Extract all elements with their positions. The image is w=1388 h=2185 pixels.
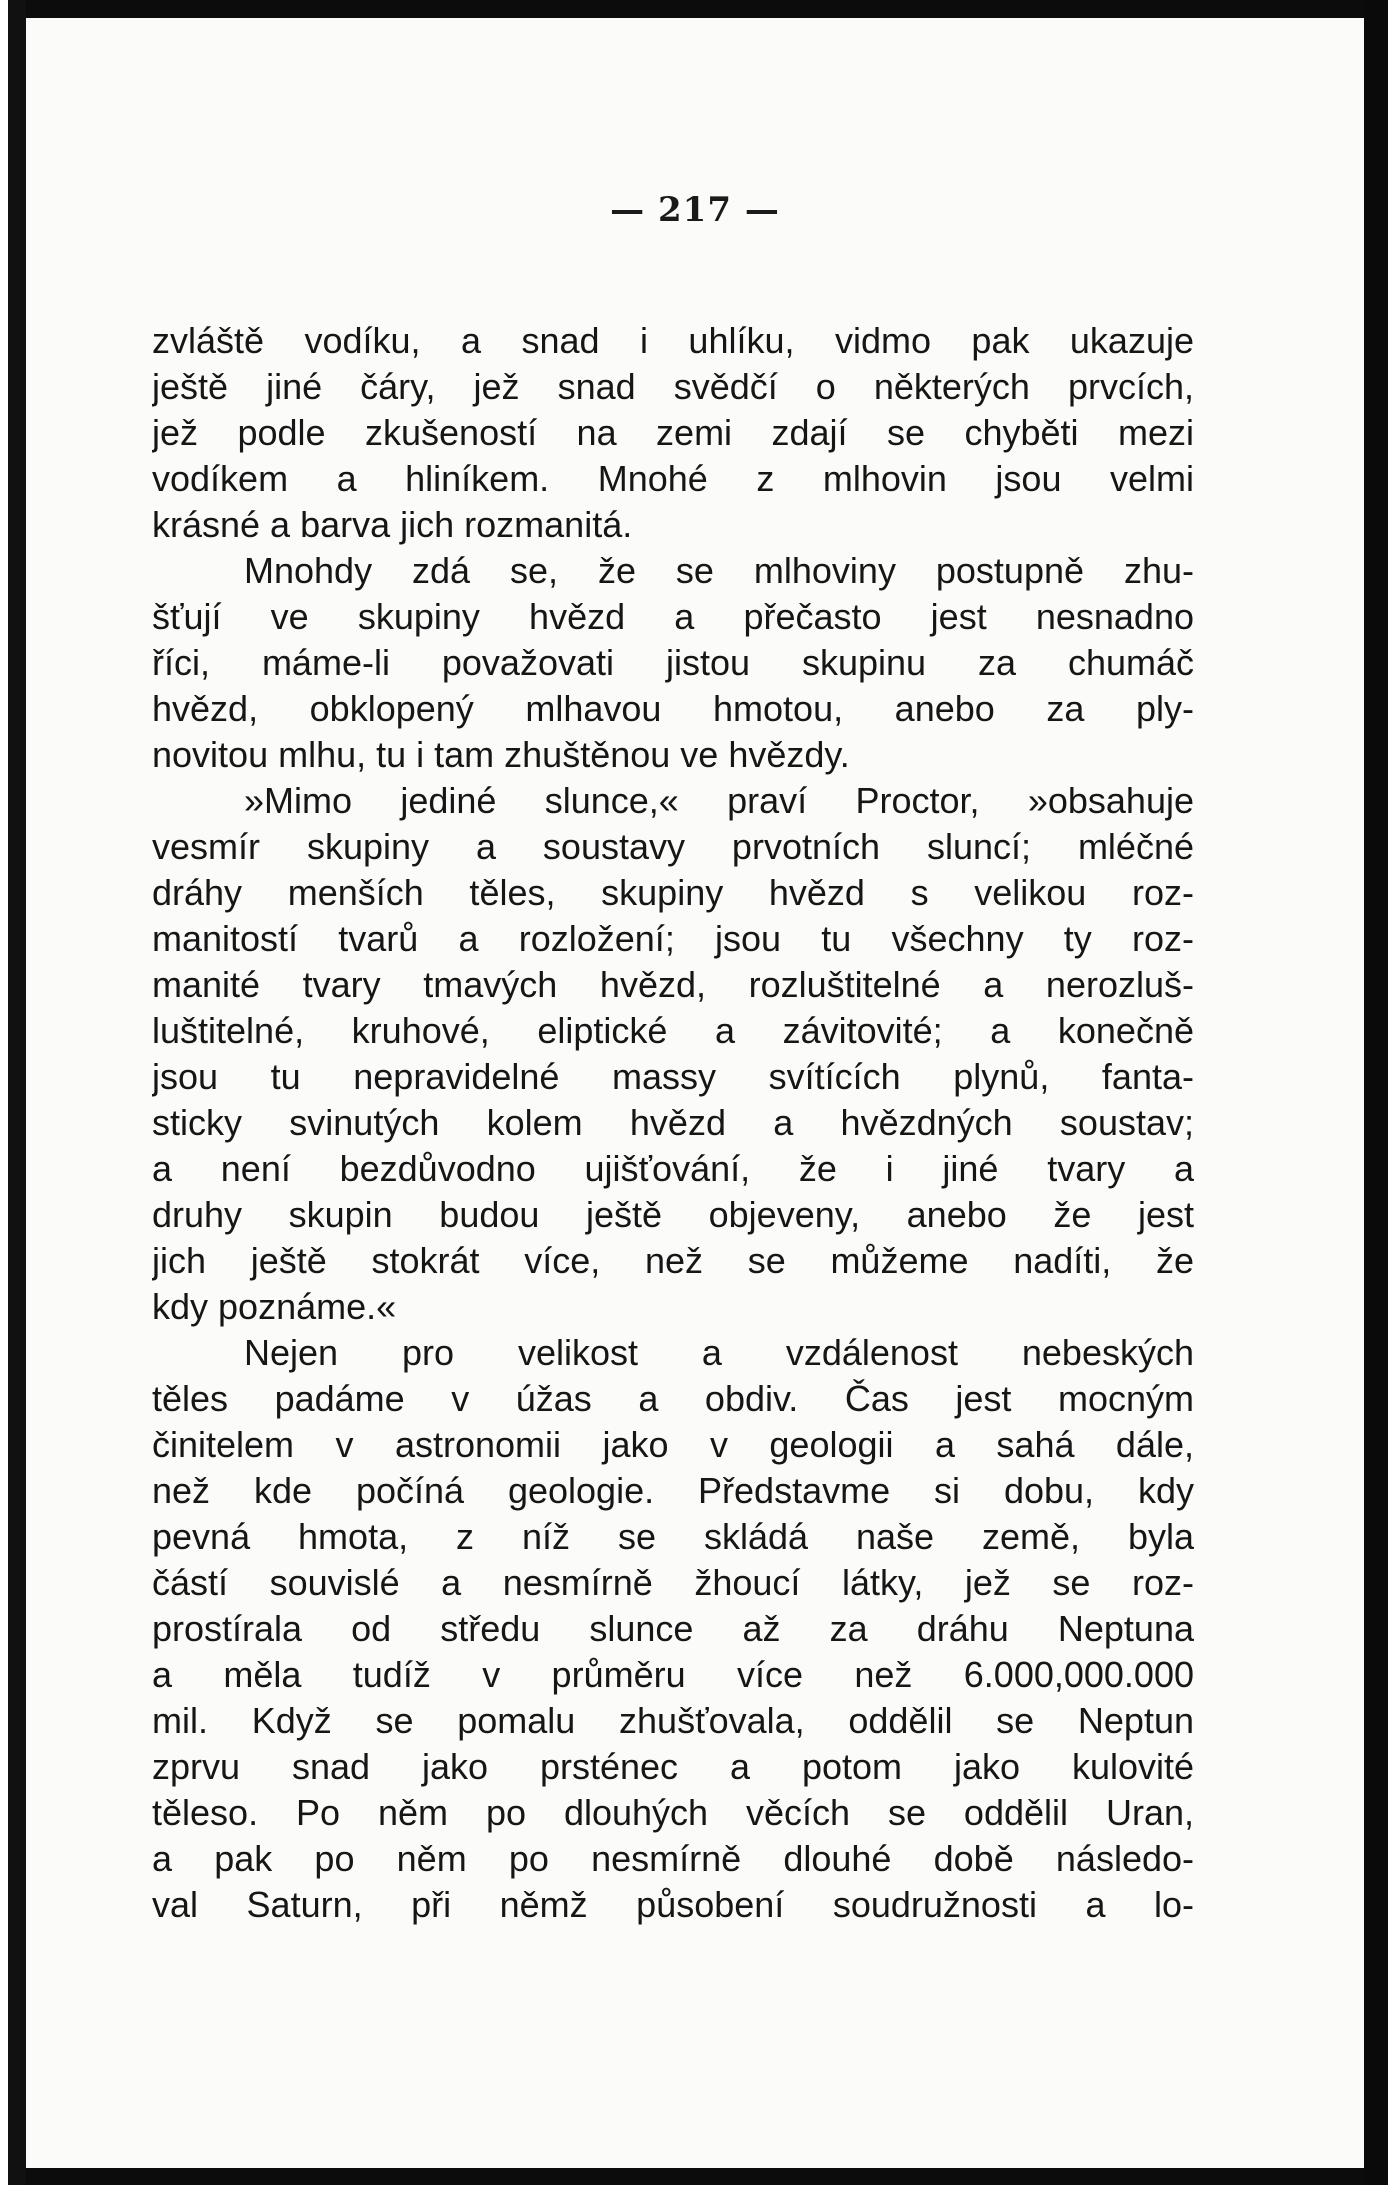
- text-line: jsou tu nepravidelné massy svítících plynů, fanta-: [152, 1056, 1194, 1097]
- paragraph-start-line: Mnohdy zdá se, že se mlhoviny postupně zhu-: [244, 550, 1194, 591]
- text-line: prostírala od středu slunce až za dráhu Neptuna: [152, 1608, 1194, 1649]
- right-scan-edge: [1364, 0, 1388, 2185]
- text-line: druhy skupin budou ještě objeveny, anebo že jest: [152, 1194, 1194, 1235]
- text-line: a není bezdůvodno ujišťování, že i jiné tvary a: [152, 1148, 1194, 1189]
- text-line: zvláště vodíku, a snad i uhlíku, vidmo pak ukazuje: [152, 320, 1194, 361]
- text-line: částí souvislé a nesmírně žhoucí látky, jež se roz-: [152, 1562, 1194, 1603]
- text-line: val Saturn, při němž působení soudružnosti a lo-: [152, 1884, 1194, 1925]
- body-text: [152, 318, 1194, 1928]
- text-line: sticky svinutých kolem hvězd a hvězdných soustav;: [152, 1102, 1194, 1143]
- text-line: krásné a barva jich rozmanitá.: [152, 504, 633, 545]
- text-line: vodíkem a hliníkem. Mnohé z mlhovin jsou velmi: [152, 458, 1194, 499]
- text-line: vesmír skupiny a soustavy prvotních sluncí; mléčné: [152, 826, 1194, 867]
- paragraph-start-line: Nejen pro velikost a vzdálenost nebeských: [244, 1332, 1194, 1373]
- book-page: [26, 18, 1364, 2168]
- text-line: říci, máme-li považovati jistou skupinu za chumáč: [152, 642, 1194, 683]
- text-line: než kde počíná geologie. Představme si dobu, kdy: [152, 1470, 1194, 1511]
- text-line: a pak po něm po nesmírně dlouhé době následo-: [152, 1838, 1194, 1879]
- text-line: těleso. Po něm po dlouhých věcích se oddělil Uran,: [152, 1792, 1194, 1833]
- text-line: manité tvary tmavých hvězd, rozluštitelné a nerozluš-: [152, 964, 1194, 1005]
- text-line: pevná hmota, z níž se skládá naše země, byla: [152, 1516, 1194, 1557]
- left-scan-edge: [0, 0, 26, 2185]
- text-line: mil. Když se pomalu zhušťovala, oddělil se Neptun: [152, 1700, 1194, 1741]
- page-number: — 217 —: [610, 190, 780, 230]
- text-line: manitostí tvarů a rozložení; jsou tu všechny ty roz-: [152, 918, 1194, 959]
- text-line: jež podle zkušeností na zemi zdají se chyběti mezi: [152, 412, 1194, 453]
- text-line: dráhy menších těles, skupiny hvězd s velikou roz-: [152, 872, 1194, 913]
- text-line: činitelem v astronomii jako v geologii a sahá dále,: [152, 1424, 1194, 1465]
- text-line: a měla tudíž v průměru více než 6.000,000.000: [152, 1654, 1194, 1695]
- text-line: ještě jiné čáry, jež snad svědčí o některých prvcích,: [152, 366, 1194, 407]
- text-line: kdy poznáme.«: [152, 1286, 397, 1327]
- text-line: zprvu snad jako prsténec a potom jako kulovité: [152, 1746, 1194, 1787]
- text-line: luštitelné, kruhové, eliptické a závitovité; a konečně: [152, 1010, 1194, 1051]
- text-line: šťují ve skupiny hvězd a přečasto jest nesnadno: [152, 596, 1194, 637]
- text-line: novitou mlhu, tu i tam zhuštěnou ve hvězdy.: [152, 734, 850, 775]
- paragraph-start-line: »Mimo jediné slunce,« praví Proctor, »obsahuje: [244, 780, 1194, 821]
- text-line: hvězd, obklopený mlhavou hmotou, anebo za ply-: [152, 688, 1194, 729]
- text-line: jich ještě stokrát více, než se můžeme nadíti, že: [152, 1240, 1194, 1281]
- text-line: těles padáme v úžas a obdiv. Čas jest mocným: [152, 1378, 1194, 1419]
